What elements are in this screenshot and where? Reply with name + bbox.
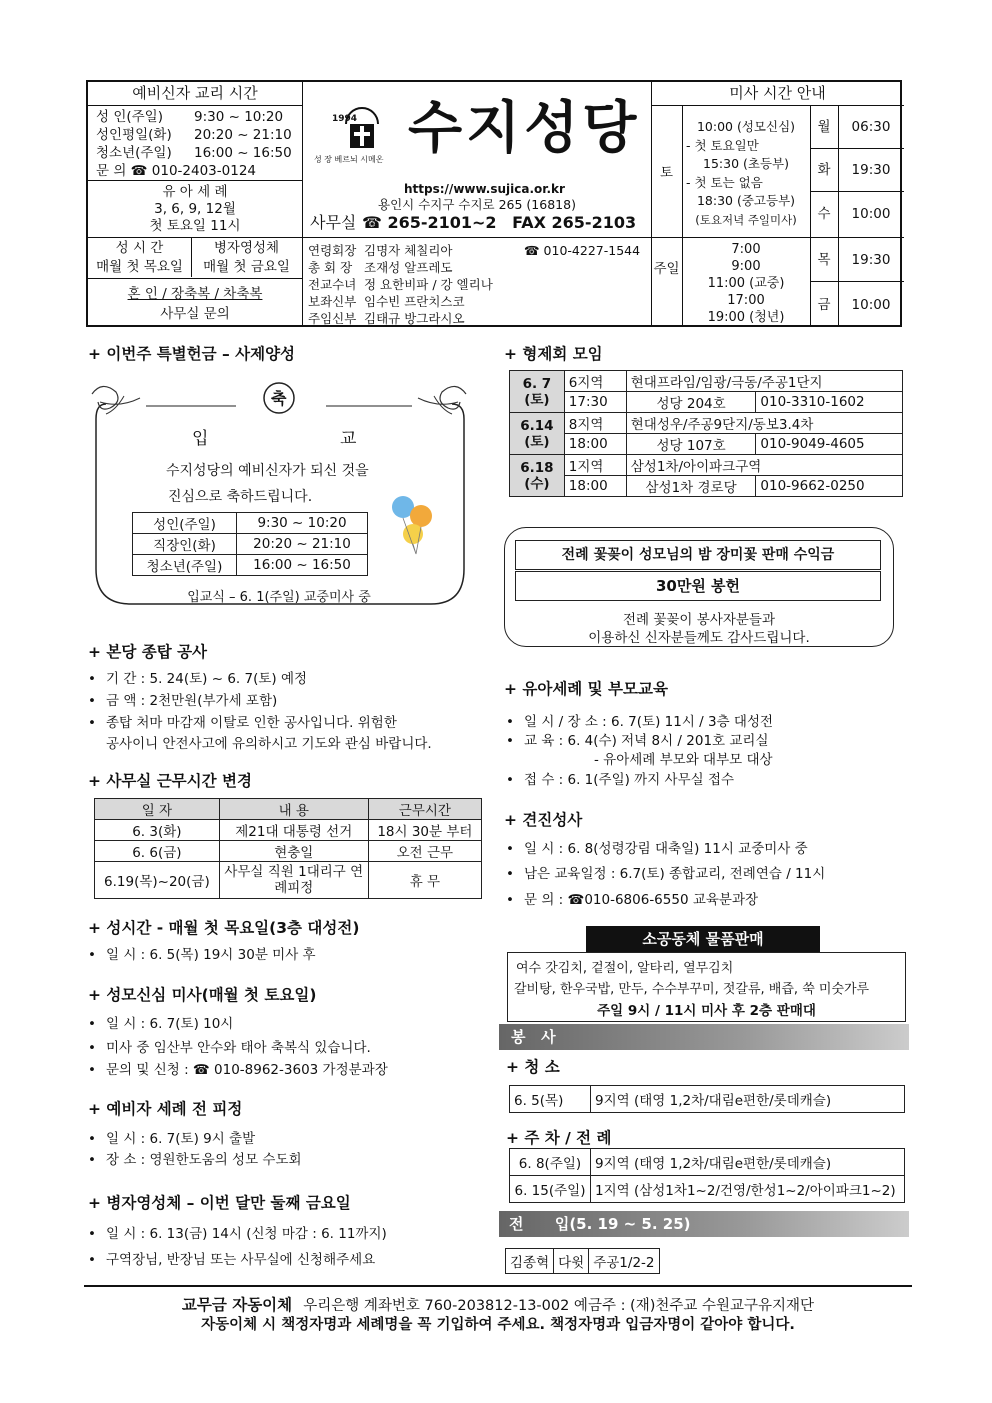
card-line1: 수지성당의 예비신자가 되신 것을	[166, 463, 369, 479]
bulletin-header	[86, 80, 902, 327]
weekday-wed: 수	[817, 206, 831, 222]
list-item: • 기 간 : 5. 24(토) ~ 6. 7(토) 예정	[88, 667, 307, 687]
church-name: 수지성당	[408, 96, 641, 161]
infant-title: 유 아 세 례	[162, 184, 228, 200]
new-members-table	[505, 1248, 660, 1274]
mass-title: 미사 시간 안내	[729, 84, 826, 102]
staff-row: 보좌신부 임수빈 프란치스코	[308, 294, 465, 309]
card-footer: 입교식 – 6. 1(주일) 교중미사 중	[187, 590, 371, 605]
sat-line: - 첫 토는 없음	[686, 174, 763, 190]
list-item: • 일 시 : 6. 7(토) 10시	[88, 1012, 233, 1032]
sun-line: 17:00	[727, 293, 765, 308]
table-row: 6.14 (토) 8지역 현대성우/주공9단지/동보3.4차	[510, 413, 903, 434]
edu-title: 예비신자 교리 시간	[132, 84, 258, 102]
staff-list	[308, 242, 493, 327]
footer-autopay-label: 교무금 자동이체	[181, 1296, 293, 1314]
list-item: • 미사 중 임산부 안수와 태아 축복식 있습니다.	[88, 1036, 371, 1056]
fax-number: 265-2103	[551, 213, 637, 232]
marian-mass-title: + 성모신심 미사(매월 첫 토요일)	[88, 986, 317, 1004]
weekday-tue-time: 19:30	[851, 162, 891, 178]
staff-phone: ☎ 010-4227-1544	[524, 243, 641, 258]
sunday-label: 주일	[653, 261, 680, 277]
saturday-label: 토	[659, 165, 674, 181]
office-contact	[310, 214, 636, 232]
edu-row-youth-label: 청소년(주일)	[96, 145, 172, 161]
brothers-table	[509, 370, 903, 497]
infant-baptism-title: + 유아세례 및 부모교육	[504, 680, 668, 698]
sick-communion-day: 매월 첫 금요일	[203, 259, 290, 275]
community-sale-line3: 주일 9시 / 11시 미사 후 2층 판매대	[597, 1003, 816, 1019]
rose-thanks-2: 이용하신 신자분들께도 감사드립니다.	[588, 630, 810, 646]
list-item: • 일 시 : 6. 7(토) 9시 출발	[88, 1127, 255, 1147]
parking-table	[509, 1148, 905, 1203]
community-sale-line1: 여수 갓김치, 겉절이, 알타리, 열무김치	[516, 961, 734, 976]
phone-icon: ☎	[130, 163, 152, 179]
footer-line2: 자동이체 시 책정자명과 세례명을 꼭 기입하여 주세요. 책정자명과 입금자명이 같아야 합니다.	[201, 1317, 795, 1333]
community-sale-line2: 갈비탕, 한우국밥, 만두, 수수부꾸미, 젓갈류, 배즙, 쑥 미숫가루	[514, 982, 870, 997]
table-row: 김종혁 다윗 주공1/2-2	[506, 1249, 660, 1274]
staff-row: 연령회장 김명자 체칠리아	[308, 243, 453, 258]
confirmation-title: + 견진성사	[504, 811, 583, 829]
sat-line: - 첫 토요일만	[686, 137, 759, 153]
edu-row-weekday-time: 20:20 ~ 21:10	[194, 127, 292, 143]
sick-communion-section-title: + 병자영성체 – 이번 달만 둘째 금요일	[88, 1194, 351, 1212]
sat-line: 10:00 (성모신심)	[696, 119, 796, 134]
wedding-title: 혼 인 / 장축복 / 차축복	[127, 286, 263, 302]
list-item: • 문의 및 신청 : ☎ 010-8962-3603 가정분과장	[88, 1058, 388, 1078]
contact-phone: 010-2403-0124	[151, 163, 257, 179]
rose-sale-title: 전례 꽃꽂이 성모님의 밤 장미꽃 판매 수익금	[515, 540, 881, 570]
community-sale-box	[507, 952, 906, 1022]
weekday-tue: 화	[817, 162, 831, 178]
phone-icon: ☎	[524, 243, 544, 258]
rose-sale-amount: 30만원 봉헌	[515, 571, 881, 601]
rose-sale-box	[504, 527, 894, 647]
table-row: 6. 3(화) 제21대 대통령 선거 18시 30분 부터	[95, 820, 482, 841]
rose-thanks-1: 전례 꽃꽂이 봉사자분들과	[622, 612, 776, 628]
weekday-thu-time: 19:30	[851, 252, 891, 268]
weekday-fri: 금	[817, 297, 831, 313]
staff-row: 주임신부 김태규 방그라시오	[308, 311, 465, 326]
table-row: 청소년(주일) 16:00 ~ 16:50	[133, 555, 368, 576]
brothers-date: 6. 7 (토)	[510, 371, 565, 413]
table-row: 18:00 성당 107호 010-9049-4605	[510, 434, 903, 455]
weekday-fri-time: 10:00	[851, 297, 891, 313]
brothers-date: 6.14 (토)	[510, 413, 565, 455]
list-item: • 금 액 : 2천만원(부가세 포함)	[88, 689, 277, 709]
sick-communion-title: 병자영성체	[213, 240, 280, 256]
parking-title: + 주 차 / 전 례	[506, 1129, 612, 1147]
table-row: 6.18 (수) 1지역 삼성1차/아이파크구역	[510, 455, 903, 476]
sun-line: 9:00	[731, 259, 761, 274]
community-sale-title: 소공동체 물품판매	[586, 926, 820, 952]
address: 용인시 수지구 수지로 265 (16818)	[378, 197, 576, 212]
list-item-sub: - 유아세례 부모와 대부모 대상	[594, 752, 773, 768]
staff-row: 전교수녀 정 요한비파 / 강 엘리나	[308, 277, 493, 292]
office-hours-title: + 사무실 근무시간 변경	[88, 772, 252, 790]
table-row: 6. 15(주일) 1지역 (삼성1차1~2/건영/한성1~2/아이파크1~2)	[510, 1176, 905, 1203]
footer-account: 우리은행 계좌번호 760-203812-13-002 예금주 : (재)천주교 수원교구유지재단	[303, 1298, 815, 1314]
table-row: 6.19(목)~20(금) 사무실 직원 1대리구 연례피정 휴 무	[95, 862, 482, 899]
special-offering-title: + 이번주 특별헌금 – 사제양성	[88, 345, 296, 363]
contact-row	[96, 162, 256, 180]
staff-row: 총 회 장 조재성 알프레도	[308, 260, 453, 275]
sat-line: 15:30 (초등부)	[703, 156, 789, 171]
bell-tower-title: + 본당 종탑 공사	[88, 643, 208, 661]
footer-line1	[84, 1293, 912, 1315]
infant-day: 첫 토요일 11시	[149, 218, 241, 234]
table-row: 18:00 삼성1차 경로당 010-9662-0250	[510, 476, 903, 497]
brothers-title: + 형제회 모임	[504, 345, 603, 363]
list-item-cont: 공사이니 안전사고에 유의하시고 기도와 관심 바랍니다.	[106, 736, 432, 752]
edu-row-adult-time: 9:30 ~ 10:20	[194, 109, 284, 125]
edu-row-adult-label: 성 인(주일)	[96, 109, 163, 125]
office-phone: 265-2101~2	[387, 213, 497, 232]
list-item: • 일 시 : 6. 13(금) 14시 (신청 마감 : 6. 11까지)	[88, 1222, 387, 1242]
office-label: 사무실	[310, 213, 357, 232]
list-item: • 문 의 : ☎010-6806-6550 교육분과장	[506, 888, 758, 908]
weekday-thu: 목	[817, 252, 831, 268]
weekday-mon: 월	[817, 119, 831, 135]
retreat-title: + 예비자 세례 전 피정	[88, 1100, 243, 1118]
list-item: • 일 시 / 장 소 : 6. 7(토) 11시 / 3층 대성전	[506, 710, 773, 730]
sun-line: 7:00	[731, 242, 761, 257]
table-row: 6. 8(주일) 9지역 (태영 1,2차/대림e편한/롯데캐슬)	[510, 1149, 905, 1176]
weekday-mon-time: 06:30	[851, 119, 891, 135]
cleaning-table	[509, 1085, 905, 1113]
saturday-masses	[682, 118, 810, 229]
list-item: • 일 시 : 6. 5(목) 19시 30분 미사 후	[88, 943, 316, 963]
list-item: • 교 육 : 6. 4(수) 저녁 8시 / 201호 교리실	[506, 729, 769, 749]
list-item: • 구역장님, 반장님 또는 사무실에 신청해주세요	[88, 1248, 375, 1268]
sat-line: (토요저녁 주일미사)	[695, 212, 797, 227]
table-row: 직장인(화) 20:20 ~ 21:10	[133, 534, 368, 555]
wedding-contact: 사무실 문의	[160, 306, 230, 322]
weekday-wed-time: 10:00	[851, 206, 891, 222]
new-members-bar: 전 입(5. 19 ~ 5. 25)	[499, 1211, 909, 1237]
contact-label: 문 의	[96, 163, 127, 179]
table-row: 6. 6(금) 현충일 오전 근무	[95, 841, 482, 862]
infant-months: 3, 6, 9, 12월	[154, 201, 236, 217]
table-header-row: 일 자 내 용 근무시간	[95, 799, 482, 820]
sun-line: 11:00 (교중)	[707, 276, 785, 291]
card-title-b: 교	[340, 429, 357, 449]
holy-hour-day: 매월 첫 목요일	[96, 259, 183, 275]
list-item: • 남은 교육일정 : 6.7(토) 종합교리, 전례연습 / 11시	[506, 862, 825, 882]
fax-label: FAX	[512, 213, 546, 232]
footer-divider	[84, 1285, 912, 1287]
edu-row-youth-time: 16:00 ~ 16:50	[194, 145, 292, 161]
welcome-card	[86, 374, 472, 612]
list-item: • 종탑 처마 마감재 이탈로 인한 공사입니다. 위험한	[88, 711, 397, 731]
card-line2: 진심으로 축하드립니다.	[168, 489, 313, 505]
table-row: 17:30 성당 204호 010-3310-1602	[510, 392, 903, 413]
brothers-date: 6.18 (수)	[510, 455, 565, 497]
office-hours-table	[94, 798, 482, 899]
list-item: • 접 수 : 6. 1(주일) 까지 사무실 접수	[506, 768, 734, 788]
holy-hour-title: 성 시 간	[115, 240, 164, 256]
card-seal: 축	[271, 389, 287, 408]
table-row: 6. 7 (토) 6지역 현대프라임/임광/극동/주공1단지	[510, 371, 903, 392]
sunday-masses	[682, 241, 810, 326]
website-link[interactable]: https://www.sujica.or.kr	[404, 182, 565, 196]
card-title-a: 입	[192, 429, 209, 449]
service-bar: 봉 사	[499, 1024, 909, 1050]
list-item: • 일 시 : 6. 8(성령강림 대축일) 11시 교중미사 중	[506, 837, 808, 857]
list-item: • 장 소 : 영원한도움의 성모 수도회	[88, 1148, 302, 1168]
table-row: 성인(주일) 9:30 ~ 10:20	[133, 513, 368, 534]
edu-row-weekday-label: 성인평일(화)	[96, 127, 172, 143]
logo-year: 1994	[332, 114, 358, 124]
cleaning-title: + 청 소	[506, 1058, 560, 1076]
table-row: 6. 5(목) 9지역 (태영 1,2차/대림e편한/롯데캐슬)	[510, 1086, 905, 1113]
card-schedule-table	[132, 512, 368, 576]
phone-icon: ☎	[361, 213, 388, 232]
logo-caption: 성 장 베르뇌 시메온	[314, 155, 384, 164]
holy-hour-section-title: + 성시간 - 매월 첫 목요일(3층 대성전)	[88, 919, 360, 937]
sun-line: 19:00 (청년)	[707, 310, 785, 325]
sat-line: 18:30 (중고등부)	[696, 193, 796, 208]
